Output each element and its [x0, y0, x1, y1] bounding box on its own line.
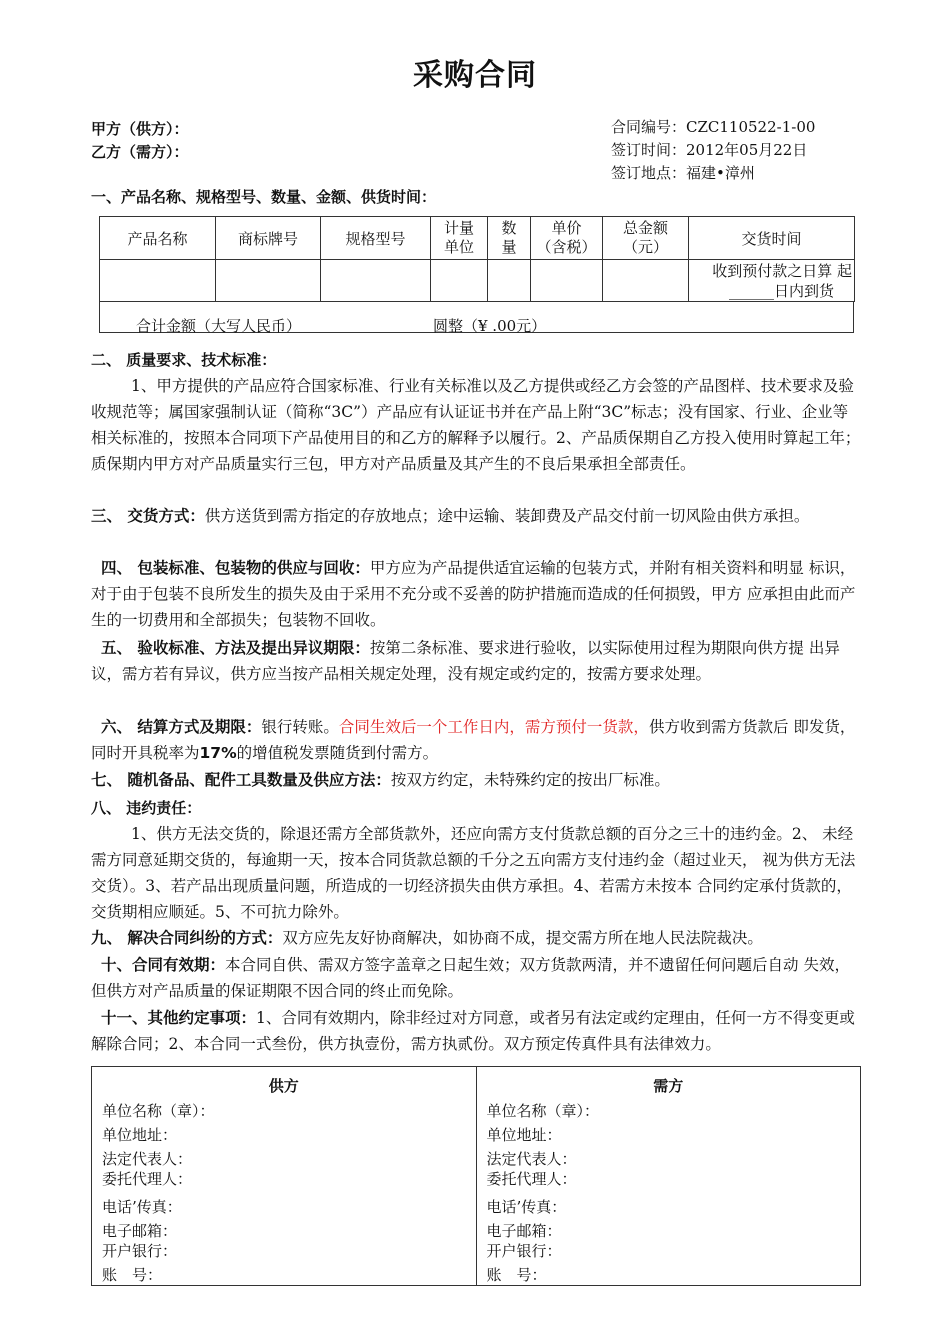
- section-4-heading: 四、 包装标准、包装物的供应与回收：: [101, 559, 370, 577]
- buyer-title: 需方: [653, 1077, 684, 1095]
- header-price-line1: 单价: [551, 219, 582, 237]
- signature-table: [91, 1066, 861, 1286]
- section-2-heading: 二、 质量要求、技术标准：: [91, 351, 277, 369]
- cell-product-name: [100, 260, 216, 302]
- cell-model: [321, 260, 431, 302]
- header-total-amount: [603, 217, 689, 260]
- supplier-unit-name: 单位名称（章）：: [102, 1102, 215, 1120]
- section-3: [91, 503, 863, 529]
- section-6-tax-rate: 17%: [199, 744, 237, 762]
- header-amount-line1: 总金额: [622, 219, 668, 237]
- supplier-email: 电子邮箱：: [102, 1222, 178, 1240]
- header-model: 规格型号: [321, 217, 431, 260]
- section-10-body: 本合同自供、需双方签字盖章之日起生效；双方货款两清，并不遗留任何问题后自动 失效，但供方对产品质量的保证期限不因合同的终止而免除。: [91, 956, 850, 1000]
- section-6-body-b: 供方收到需方货款后 即发货，同时开具税率为: [91, 718, 856, 762]
- header-brand: 商标牌号: [216, 217, 321, 260]
- sign-place: 签订地点：福建•漳州: [611, 164, 755, 182]
- total-amount-row: [99, 301, 854, 333]
- section-10-heading: 十、合同有效期：: [101, 956, 226, 974]
- supplier-title: 供方: [268, 1077, 299, 1095]
- header-quantity: [488, 217, 531, 260]
- section-8-body: 1、供方无法交货的，除退还需方全部货款外，还应向需方支付货款总额的百分之三十的违约金。2、 未经需方同意延期交货的，每逾期一天，按本合同货款总额的千分之五向需方支付违约金（超过业天， 视为供方无法交货）。3、若产品出现质量问题，所造成的一切经济损失由供方承担。4、若需方未按本 合同约定承付货款的，交货期相应顺延。5、不可抗力除外。: [91, 825, 856, 921]
- cell-brand: [216, 260, 321, 302]
- contract-number: 合同编号：CZC110522-1-00: [611, 118, 816, 136]
- section-3-heading: 三、 交货方式：: [91, 507, 205, 525]
- header-qty-line2: 量: [501, 238, 517, 256]
- header-unit-price: [531, 217, 603, 260]
- supplier-agent: 委托代理人：: [102, 1170, 193, 1188]
- buyer-unit-name: 单位名称（章）：: [486, 1102, 600, 1120]
- section-7-body: 按双方约定，未特殊约定的按出厂标准。: [390, 771, 670, 789]
- buyer-agent: 委托代理人：: [486, 1170, 577, 1188]
- sign-date: 签订时间：2012年05月22日: [611, 141, 808, 159]
- supplier-legal-rep: 法定代表人：: [102, 1150, 193, 1168]
- supplier-account: 账 号：: [102, 1266, 163, 1284]
- section-1-heading: 一、产品名称、规格型号、数量、金额、供货时间：: [91, 188, 437, 206]
- cell-unit-price: [531, 260, 603, 302]
- buyer-legal-rep: 法定代表人：: [486, 1150, 577, 1168]
- header-unit: [431, 217, 488, 260]
- buyer-address: 单位地址：: [486, 1126, 562, 1144]
- cell-unit: [431, 260, 488, 302]
- section-11: [91, 1005, 863, 1057]
- section-9-body: 双方应先友好协商解决，如协商不成，提交需方所在地人民法院裁决。: [282, 929, 763, 947]
- header-amount-line2: （元）: [622, 238, 668, 256]
- section-9-heading: 九、 解决合同纠纷的方式：: [91, 929, 283, 947]
- supplier-address: 单位地址：: [102, 1126, 178, 1144]
- supplier-column: [92, 1067, 477, 1286]
- buyer-bank: 开户银行：: [486, 1242, 562, 1260]
- cell-delivery-time: [689, 260, 855, 302]
- section-10: [91, 952, 863, 1004]
- supplier-bank: 开户银行：: [102, 1242, 178, 1260]
- section-6-body-highlight: 合同生效后一个工作日内，需方预付一货款，: [338, 718, 649, 736]
- party-b-label: 乙方（需方）：: [91, 143, 189, 161]
- section-9: [91, 925, 863, 951]
- section-6-body-a: 银行转账。: [261, 718, 339, 736]
- section-11-body: 1、合同有效期内，除非经过对方同意，或者另有法定或约定理由，任何一方不得变更或解除合同；2、本合同一式叁份，供方执壹份，需方执贰份。双方预定传真件具有法律效力。: [91, 1009, 855, 1053]
- section-7: [91, 767, 863, 793]
- section-6-heading: 六、 结算方式及期限：: [101, 718, 262, 736]
- buyer-phone-fax: 电话’传真：: [486, 1198, 567, 1216]
- total-amount-value: 圆整（¥ .00元）: [433, 317, 547, 335]
- supplier-phone-fax: 电话’传真：: [102, 1198, 182, 1216]
- header-unit-line2: 单位: [443, 238, 474, 256]
- cell-total-amount: [603, 260, 689, 302]
- delivery-line-1: 收到预付款之日算 起: [712, 261, 852, 280]
- buyer-email: 电子邮箱：: [486, 1222, 562, 1240]
- page-title: 采购合同: [413, 58, 537, 93]
- section-4-body: 甲方应为产品提供适宜运输的包装方式，并附有相关资料和明显 标识，对于由于包装不良所发生的损失及由于采用不充分或不妥善的防护措施而造成的任何损毁，甲方 应承担由此而产生的一切费用和全部损失；包装物不回收。: [91, 559, 856, 629]
- section-2-body: 1、甲方提供的产品应符合国家标准、行业有关标准以及乙方提供或经乙方会签的产品图样、技术要求及验收规范等；属国家强制认证（简称“3C”）产品应有认证证书并在产品上附“3C”标志；没有国家、行业、企业等相关标准的，按照本合同项下产品使用目的和乙方的解释予以履行。2、产品质保期自乙方投入使用时算起工年；质保期内甲方对产品质量实行三包，甲方对产品质量及其产生的不良后果承担全部责任。: [91, 377, 861, 473]
- header-unit-line1: 计量: [443, 219, 474, 237]
- product-table-header: [100, 217, 855, 260]
- buyer-column: [476, 1067, 861, 1286]
- party-a-label: 甲方（供方）：: [91, 120, 189, 138]
- section-7-heading: 七、 随机备品、配件工具数量及供应方法：: [91, 771, 391, 789]
- buyer-account: 账 号：: [486, 1266, 547, 1284]
- delivery-line-2: ______日内到货: [728, 281, 834, 300]
- section-11-heading: 十一、其他约定事项：: [101, 1009, 257, 1027]
- section-6: [91, 714, 863, 766]
- product-table: [99, 216, 855, 302]
- header-product-name: 产品名称: [100, 217, 216, 260]
- header-price-line2: （含税）: [536, 238, 597, 256]
- section-5-body: 按第二条标准、要求进行验收，以实际使用过程为期限向供方提 出异议，需方若有异议，供方应当按产品相关规定处理，没有规定或约定的，按需方要求处理。: [91, 639, 840, 683]
- section-5-heading: 五、 验收标准、方法及提出异议期限：: [101, 639, 370, 657]
- section-6-body-c: 的增值税发票随货到付需方。: [236, 744, 439, 762]
- section-5: [91, 635, 863, 687]
- section-8-heading: 八、 违约责任：: [91, 799, 202, 817]
- section-3-body: 供方送货到需方指定的存放地点；途中运输、装卸费及产品交付前一切风险由供方承担。: [204, 507, 810, 525]
- section-4: [91, 555, 863, 633]
- cell-quantity: [488, 260, 531, 302]
- header-qty-line1: 数: [501, 219, 517, 237]
- table-row: [100, 260, 855, 302]
- header-delivery-time: 交货时间: [689, 217, 855, 260]
- total-amount-label: 合计金额（大写人民币）: [136, 317, 302, 335]
